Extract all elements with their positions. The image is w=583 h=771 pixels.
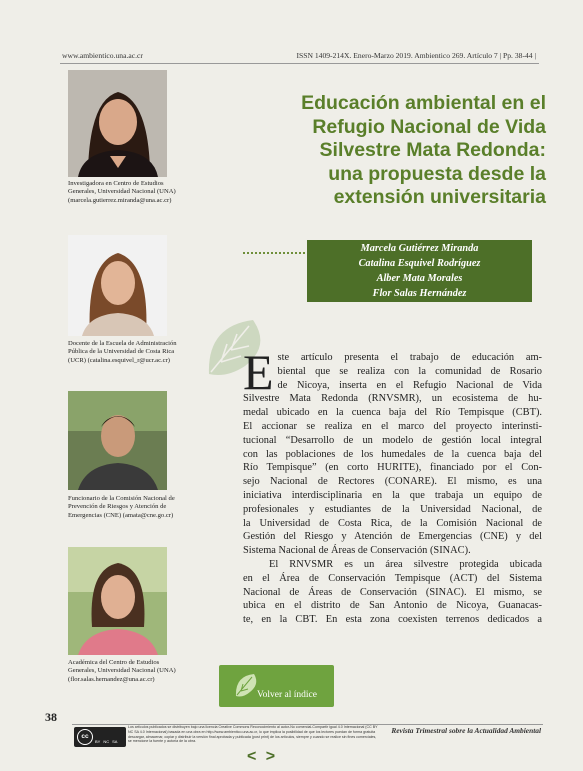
- prev-page-button[interactable]: <: [247, 748, 257, 765]
- body-line: profesionales y estudiantes de la Universidad Nacional, de: [243, 503, 542, 515]
- title-line: extensión universitaria: [333, 186, 546, 208]
- author-caption-4: Académica del Centro de Estudios Generales, Universidad Nacional (UNA) (flor.salas.hernandez@una.ac.cr): [68, 659, 176, 683]
- author-photo-1: [68, 70, 167, 177]
- header-rule: [60, 63, 539, 64]
- body-line: la Universidad de Costa Rica, de la Comisión Nacional de: [243, 517, 542, 529]
- body-line: en el Área de Conservación Tempisque (ACT) del Sistema: [243, 572, 542, 584]
- body-line: medal ubicado en la cuenca baja del Río Tempisque (CBT).: [243, 407, 542, 419]
- license-text: Los artículos publicados se distribuyen bajo una licencia Creative Commons Reconocimiento al autor-No comercial-Compartir igual 4.0 Internacional (CC BY NC SA 4.0 Internacional) basada en una obra en http://www.ambientico.una.ac.cr, lo que implica la posibilidad de que los lectores puedan de forma gratuita descargar, almacenar, copiar y distribuir la versión final aprobada y publicada (post print) de los artículos, siempre y cuando se realice sin fines comerciales, se mencione la fuente y autoría de la obra.: [128, 725, 378, 744]
- body-line: ste artículo presenta el trabajo de educación am-: [277, 352, 542, 363]
- body-line: con las poblaciones de los humedales de la cuenca baja del: [243, 448, 542, 460]
- author-photo-3: [68, 391, 167, 490]
- author-caption-1: Investigadora en Centro de Estudios Generales, Universidad Nacional (UNA) (marcela.gutierrez.miranda@una.ac.cr): [68, 180, 176, 204]
- back-to-index-button[interactable]: [219, 665, 334, 707]
- author-name: Alber Mata Morales: [376, 273, 463, 284]
- authors-box: [307, 240, 532, 302]
- body-line: iniciativa interdisciplinaria en la que trabaja un equipo de: [243, 489, 542, 501]
- page-number: 38: [45, 710, 57, 724]
- page-navigation: [247, 748, 280, 766]
- cc-tags: BY NC SA: [95, 739, 118, 744]
- author-name: Catalina Esquivel Rodríguez: [358, 258, 481, 269]
- cc-icon: cc: [77, 729, 93, 745]
- body-line: El RNVSMR es un área silvestre protegida ubicada: [269, 558, 542, 570]
- title-line: una propuesta desde la: [328, 162, 546, 185]
- header-issn: ISSN 1409-214X. Enero-Marzo 2019. Ambientico 269. Artículo 7 | Pp. 38-44 |: [296, 51, 536, 60]
- body-line: Nacional de Áreas de Conservación (SINAC). El mismo, se: [243, 586, 542, 598]
- author-photo-4: [68, 547, 167, 655]
- body-line: de Nicoya, inserta en el Refugio Nacional de Vida: [277, 379, 542, 391]
- body-line: Río Tempisque” (en corto HURITE), financiado por el Con-: [243, 462, 542, 474]
- next-page-button[interactable]: >: [265, 748, 276, 765]
- cc-license-badge[interactable]: [74, 727, 126, 747]
- journal-tagline: Revista Trimestral sobre la Actualidad Ambiental: [391, 726, 541, 735]
- title-line: Refugio Nacional de Vida: [312, 115, 546, 138]
- body-line: sejo Nacional de Rectores (CONARE). El mismo, es una: [243, 476, 542, 488]
- body-line: ubica en el distrito de San Antonio de Nicoya, Guanacas-: [243, 600, 542, 612]
- body-line: tucional “Desarrollo de un modelo de gestión local integral: [243, 434, 542, 446]
- body-line: Gestión del Riesgo y Atención de Emergencias (CNE) y del: [243, 531, 542, 543]
- article-title: [205, 92, 546, 210]
- body-line: Silvestre Mata Redonda (RNVSMR), un ecosistema de hu-: [243, 393, 542, 405]
- author-caption-3: Funcionario de la Comisión Nacional de Prevención de Riesgos y Atención de Emergencias (CNE) (amata@cne.go.cr): [68, 495, 175, 519]
- header-website: www.ambientico.una.ac.cr: [62, 51, 143, 60]
- drop-cap: E: [243, 344, 274, 400]
- back-to-index-label: Volver al índice: [257, 690, 317, 700]
- author-name: Marcela Gutiérrez Miranda: [360, 243, 479, 254]
- title-line: Silvestre Mata Redonda:: [319, 139, 546, 161]
- body-line: Sistema Nacional de Áreas de Conservación (SINAC).: [243, 545, 471, 557]
- body-line: El accionar se realiza en el marco del proyecto interinsti-: [243, 420, 542, 432]
- author-name: Flor Salas Hernández: [372, 288, 467, 299]
- title-line: Educación ambiental en el: [301, 92, 546, 114]
- body-line: biental que se realiza con la comunidad de Rosario: [277, 365, 542, 377]
- dotted-divider: [243, 252, 305, 254]
- author-photo-2: [68, 235, 167, 336]
- article-body: [243, 344, 542, 627]
- body-line: te, en la CBT. En esta zona coexisten terrenos dedicados a: [243, 614, 542, 626]
- author-caption-2: Docente de la Escuela de Administración Pública de la Universidad de Costa Rica (UCR) (catalina.esquivel_r@ucr.ac.cr): [68, 340, 177, 364]
